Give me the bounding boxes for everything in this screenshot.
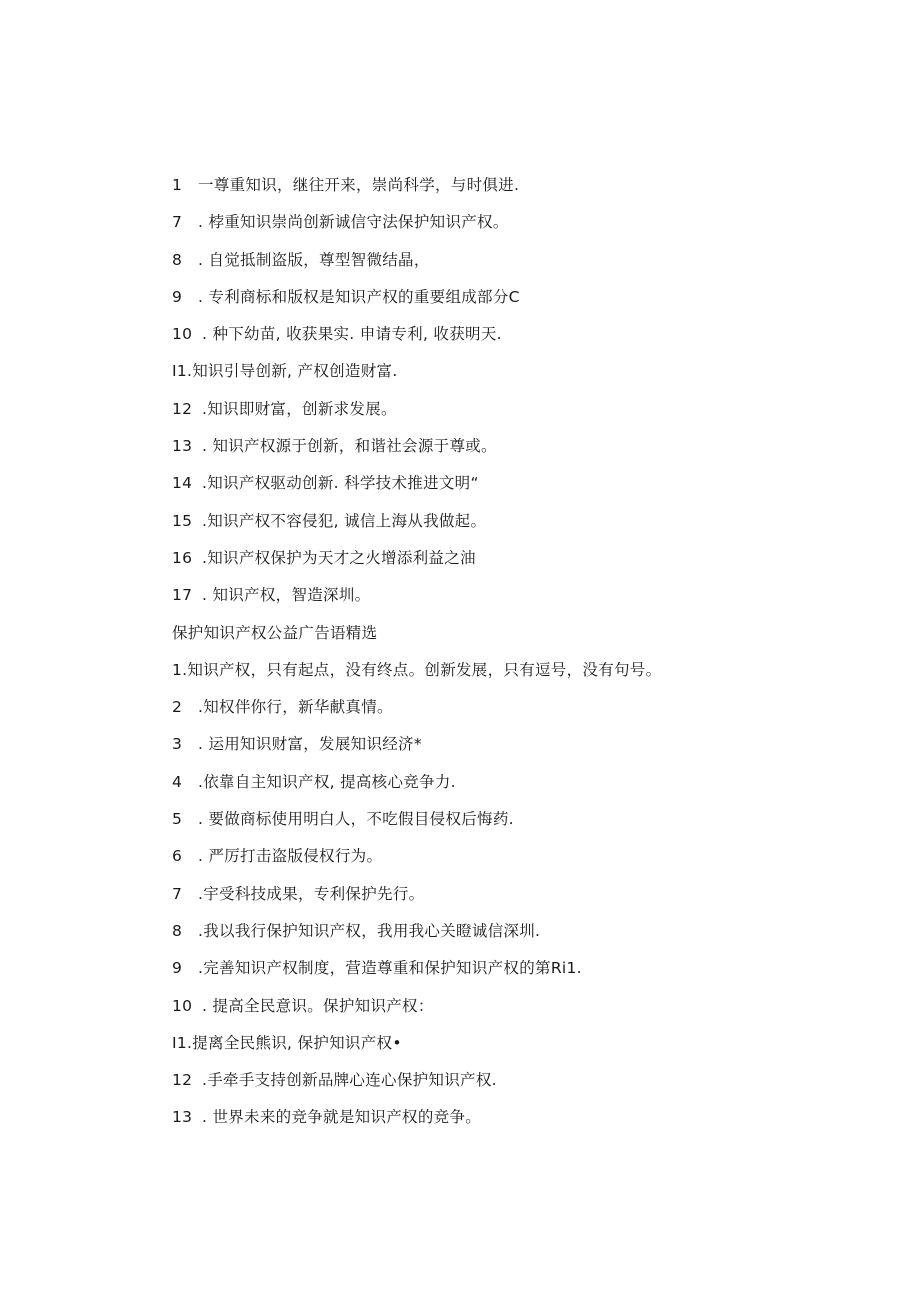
list-item (172, 582, 872, 619)
item-number: 4 (172, 772, 183, 791)
list-item (172, 545, 872, 582)
list-item (172, 284, 872, 321)
item-number: 8 (172, 250, 183, 269)
list-item (172, 321, 872, 358)
item-number: 12 (172, 1071, 193, 1090)
item-text: .知识产权驱动创新. 科学技术推进文明“ (202, 474, 479, 493)
list-item (172, 657, 872, 694)
list-item (172, 209, 872, 246)
item-number: 15 (172, 511, 193, 530)
item-text: . 知识产权，智造深圳。 (202, 586, 371, 605)
list-item (172, 769, 872, 806)
item-text: .我以我行保护知识产权，我用我心关瞪诚信深圳. (198, 921, 541, 940)
list-item (172, 172, 872, 209)
list-item (172, 731, 872, 768)
list-item (172, 247, 872, 284)
item-number: 10 (172, 325, 193, 344)
item-number: 17 (172, 586, 193, 605)
list-item (172, 881, 872, 918)
item-number: 8 (172, 921, 183, 940)
section-heading-text: 保护知识产权公益广告语精选 (172, 623, 378, 642)
list-item (172, 396, 872, 433)
item-text: I1.知识引导创新, 产权创造财富. (172, 362, 398, 381)
item-number: 3 (172, 735, 183, 754)
section-heading (172, 620, 872, 657)
item-text: . 自觉抵制盗版，尊型智微结晶， (198, 250, 430, 269)
item-text: . 要做商标使用明白人，不吃假目侵权后悔药. (198, 810, 514, 829)
list-item (172, 358, 872, 395)
item-number: 7 (172, 884, 183, 903)
list-item (172, 843, 872, 880)
item-number: 5 (172, 810, 183, 829)
list-item (172, 955, 872, 992)
item-text: .知权伴你行，新华献真情。 (198, 698, 393, 717)
item-number: 16 (172, 548, 193, 567)
item-text: . 世界未来的竞争就是知识产权的竞争。 (202, 1108, 482, 1127)
item-text: 1.知识产权，只有起点，没有终点。创新发展，只有逗号，没有句号。 (172, 660, 662, 679)
item-text: . 提高全民意识。保护知识产权： (202, 996, 434, 1015)
item-text: .完善知识产权制度，营造尊重和保护知识产权的第Ri1. (198, 959, 582, 978)
item-number: 14 (172, 474, 193, 493)
item-text: . 严厉打击盗版侵权行为。 (198, 847, 383, 866)
list-item (172, 470, 872, 507)
item-text: . 运用知识财富，发展知识经济* (198, 735, 422, 754)
item-number: 13 (172, 1108, 193, 1127)
item-text: . 专利商标和版权是知识产权的重要组成部分C (198, 287, 520, 306)
item-number: 13 (172, 437, 193, 456)
list-item (172, 1067, 872, 1104)
item-text: . 桲重知识崇尚创新诚信守法保护知识产权。 (198, 213, 509, 232)
list-item (172, 918, 872, 955)
item-text: .知识即财富，创新求发展。 (202, 399, 397, 418)
item-text: . 知识产权源于创新，和谐社会源于尊或。 (202, 437, 497, 456)
item-text: 一尊重知识，继往开来，崇尚科学，与时俱进. (198, 176, 520, 194)
list-item (172, 1104, 872, 1141)
item-number: 12 (172, 399, 193, 418)
item-number: 9 (172, 287, 183, 306)
item-number: 2 (172, 698, 183, 717)
item-text: .知识产权不容侵犯, 诚信上海从我做起。 (202, 511, 487, 530)
list-item (172, 433, 872, 470)
item-text: . 种下幼苗, 收获果实. 申请专利, 收获明天. (202, 325, 502, 344)
item-number: 6 (172, 847, 183, 866)
list-item (172, 993, 872, 1030)
item-text: .知识产权保护为天才之火增添利益之油 (202, 548, 476, 567)
item-number: 10 (172, 996, 193, 1015)
list-item (172, 694, 872, 731)
item-text: .宇受科技成果，专利保护先行。 (198, 884, 425, 903)
list-item (172, 1030, 872, 1067)
list-item (172, 806, 872, 843)
item-text: .依靠自主知识产权, 提高核心竞争力. (198, 772, 456, 791)
item-number: 9 (172, 959, 183, 978)
list-item (172, 508, 872, 545)
item-text: .手牵手支持创新品牌心连心保护知识产权. (202, 1071, 497, 1090)
item-number: 1 (172, 176, 183, 194)
item-text: I1.提离全民熊识, 保护知识产权• (172, 1033, 402, 1052)
document-body (172, 172, 872, 1142)
item-number: 7 (172, 213, 183, 232)
